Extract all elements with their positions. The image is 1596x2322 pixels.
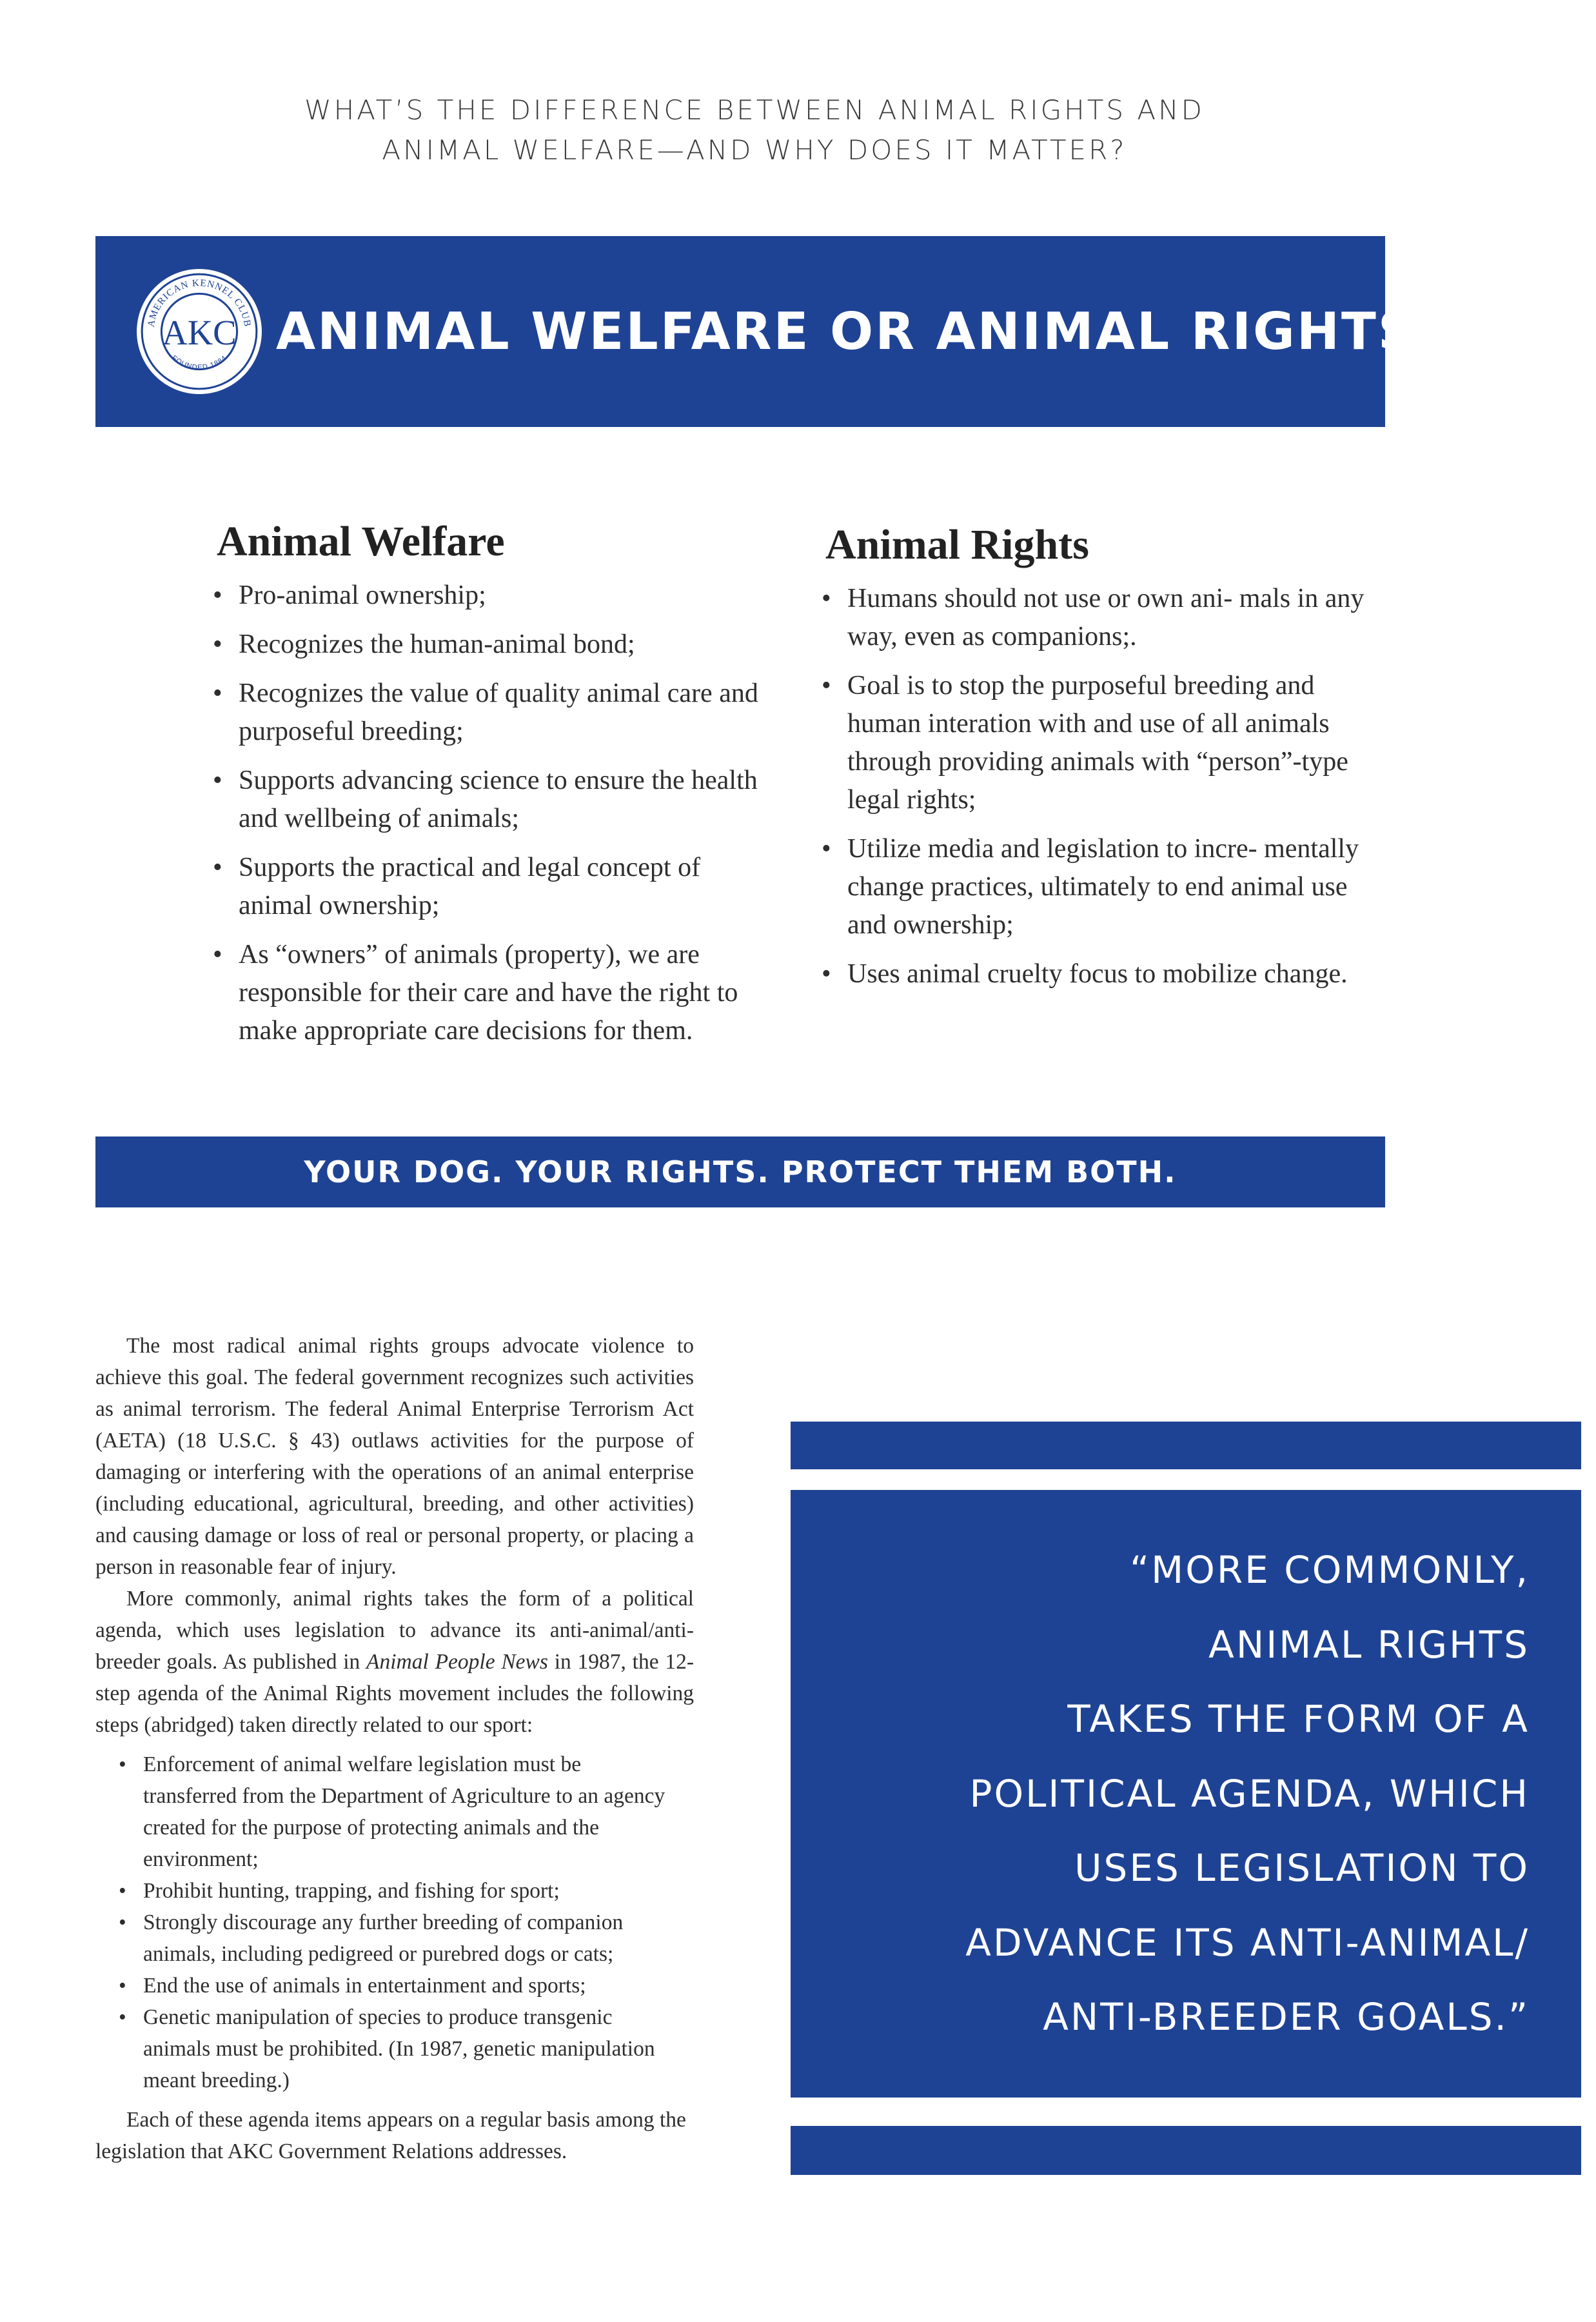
slogan-banner: YOUR DOG. YOUR RIGHTS. PROTECT THEM BOTH. bbox=[95, 1136, 1385, 1207]
list-item: • End the use of animals in entertainment and sports; bbox=[95, 1970, 694, 2001]
article-paragraph-1: The most radical animal rights groups advocate violence to achieve this goal. The federal government recognizes such activities as animal terrorism. The federal Animal Enterprise Terrorism Act (AETA) (18 U.S.C. § 43) outlaws activities for the purpose of damaging or interfering with the operations of an animal enterprise (including educational, agricultural, breeding, and other activities) and causing damage or loss of real or personal property, or placing a person in reasonable fear of injury. bbox=[95, 1334, 694, 1579]
article-paragraph-2: More commonly, animal rights takes the form of a political agenda, which uses legislation to advance its anti-animal/anti-breeder goals. As published in Animal People News in 1987, the 12-step agenda of the Animal Rights movement includes the following steps (abridged) taken directly related to our sport: bbox=[95, 1587, 695, 1737]
animal-rights-column bbox=[820, 513, 1381, 1004]
hero-banner bbox=[95, 236, 1448, 427]
list-item: • Recognizes the value of quality animal care and purposeful breeding; bbox=[212, 675, 779, 751]
list-item: • Genetic manipulation of species to produce transgenic animals must be prohibited. (In 1987, genetic manipulation meant breeding.) bbox=[95, 2001, 694, 2096]
list-item: • Utilize media and legislation to incre- mentally change practices, ultimately to end animal use and ownership; bbox=[820, 830, 1381, 944]
article-body bbox=[95, 1330, 694, 2167]
animal-welfare-list bbox=[212, 577, 779, 1050]
page-kicker bbox=[193, 90, 1315, 170]
kicker-line-2: ANIMAL WELFARE—AND WHY DOES IT MATTER? bbox=[382, 134, 1127, 166]
animal-rights-list bbox=[820, 580, 1381, 993]
hero-title: ANIMAL WELFARE OR ANIMAL RIGHTS? bbox=[276, 302, 1448, 361]
animal-rights-heading: Animal Rights bbox=[825, 521, 1089, 568]
list-item: • Pro-animal ownership; bbox=[212, 577, 779, 615]
list-item: • As “owners” of animals (property), we are responsible for their care and have the right to make appropriate care decisions for them. bbox=[212, 936, 779, 1050]
pull-quote bbox=[791, 1490, 1581, 2098]
akc-logo bbox=[134, 266, 264, 397]
logo-monogram: AKC bbox=[162, 313, 237, 353]
list-item: • Strongly discourage any further breeding of companion animals, including pedigreed or purebred dogs or cats; bbox=[95, 1907, 694, 1970]
pull-quote-text: “MORE COMMONLY, ANIMAL RIGHTS TAKES THE FORM OF A POLITICAL AGENDA, WHICH USES LEGISLATION TO ADVANCE ITS ANTI-ANIMAL/ ANTI-BREEDER GOALS.” bbox=[965, 1548, 1530, 2039]
list-item: • Uses animal cruelty focus to mobilize change. bbox=[820, 955, 1381, 993]
kicker-line-1: WHAT’S THE DIFFERENCE BETWEEN ANIMAL RIGHTS AND bbox=[304, 94, 1205, 126]
svg-text:AMERICAN KENNEL CLUB: AMERICAN KENNEL CLUB bbox=[145, 277, 253, 328]
agenda-list bbox=[95, 1749, 694, 2096]
pull-quote-bottom-bar bbox=[791, 2126, 1581, 2175]
list-item: • Supports advancing science to ensure the health and wellbeing of animals; bbox=[212, 762, 779, 838]
svg-text:FOUNDED 1884: FOUNDED 1884 bbox=[170, 353, 229, 372]
pull-quote-top-bar bbox=[791, 1422, 1581, 1469]
publication-title: Animal People News bbox=[366, 1650, 548, 1674]
animal-welfare-heading: Animal Welfare bbox=[217, 518, 505, 565]
animal-welfare-column bbox=[212, 510, 779, 1061]
list-item: • Recognizes the human-animal bond; bbox=[212, 626, 779, 664]
list-item: • Supports the practical and legal concept of animal ownership; bbox=[212, 849, 779, 925]
list-item: • Humans should not use or own ani- mals in any way, even as companions;. bbox=[820, 580, 1381, 656]
list-item: • Goal is to stop the purposeful breeding and human interation with and use of all animals through providing animals with “person”-type legal rights; bbox=[820, 667, 1381, 819]
list-item: • Prohibit hunting, trapping, and fishing for sport; bbox=[95, 1875, 694, 1907]
list-item: • Enforcement of animal welfare legislation must be transferred from the Department of Agriculture to an agency created for the purpose of protecting animals and the environment; bbox=[95, 1749, 694, 1875]
article-paragraph-3: Each of these agenda items appears on a regular basis among the legislation that AKC Government Relations addresses. bbox=[95, 2108, 686, 2163]
